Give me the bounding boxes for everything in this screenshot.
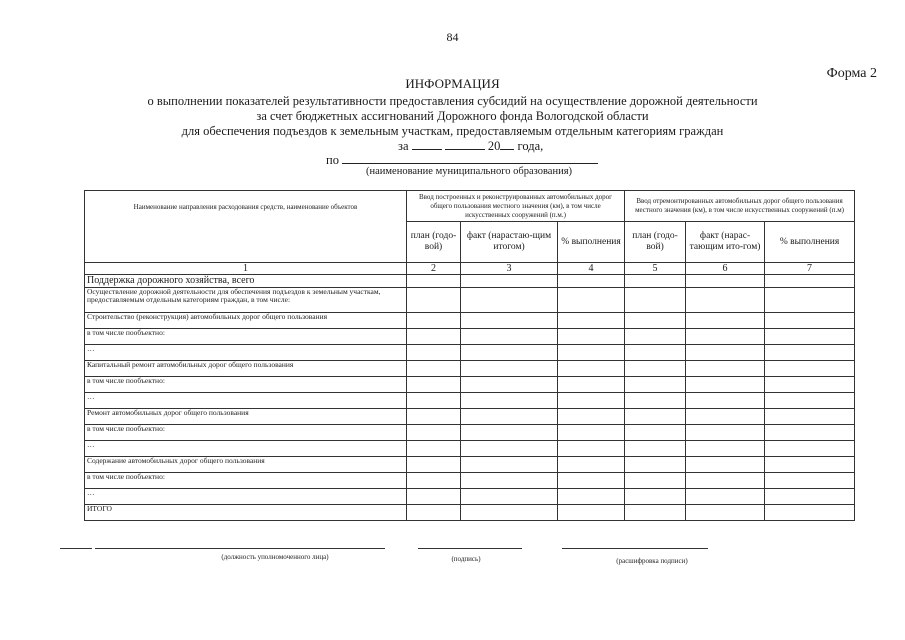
value-cell[interactable] (765, 313, 855, 329)
col-number: 2 (407, 263, 461, 275)
value-cell[interactable] (558, 505, 625, 521)
row-label: … (85, 489, 407, 505)
value-cell[interactable] (558, 473, 625, 489)
value-cell[interactable] (461, 425, 558, 441)
value-cell[interactable] (558, 288, 625, 313)
plan-header-1: план (годо-вой) (407, 222, 461, 263)
position-line[interactable] (95, 548, 385, 549)
value-cell[interactable] (461, 409, 558, 425)
value-cell[interactable] (765, 377, 855, 393)
value-cell[interactable] (558, 377, 625, 393)
column-number-row (85, 263, 855, 275)
table-row (85, 377, 855, 393)
value-cell[interactable] (686, 345, 765, 361)
value-cell[interactable] (765, 288, 855, 313)
value-cell[interactable] (686, 425, 765, 441)
document-title: ИНФОРМАЦИЯ (405, 76, 500, 91)
value-cell[interactable] (686, 377, 765, 393)
value-cell[interactable] (686, 489, 765, 505)
percent-header-2: % выполнения (765, 222, 855, 263)
value-cell[interactable] (765, 329, 855, 345)
municipality-blank[interactable] (342, 152, 598, 164)
row-label: … (85, 393, 407, 409)
decode-line[interactable] (562, 548, 708, 549)
value-cell[interactable] (407, 377, 461, 393)
value-cell[interactable] (765, 275, 855, 288)
value-cell[interactable] (558, 361, 625, 377)
period-month-blank[interactable] (445, 138, 485, 150)
row-label: ИТОГО (85, 505, 407, 521)
table-row (85, 345, 855, 361)
percent-header-1: % выполнения (558, 222, 625, 263)
value-cell[interactable] (686, 473, 765, 489)
row-label: … (85, 441, 407, 457)
value-cell[interactable] (558, 275, 625, 288)
value-cell[interactable] (686, 441, 765, 457)
subtitle-line-2: за счет бюджетных ассигнований Дорожного фонда Вологодской области (256, 109, 649, 123)
signature-line[interactable] (418, 548, 522, 549)
value-cell[interactable] (765, 409, 855, 425)
value-cell[interactable] (765, 361, 855, 377)
value-cell[interactable] (625, 377, 686, 393)
value-cell[interactable] (625, 457, 686, 473)
row-label: Капитальный ремонт автомобильных дорог общего пользования (85, 361, 407, 377)
value-cell[interactable] (765, 345, 855, 361)
value-cell[interactable] (407, 313, 461, 329)
row-label: в том числе пообъектно: (85, 473, 407, 489)
value-cell[interactable] (558, 329, 625, 345)
value-cell[interactable] (625, 489, 686, 505)
table-row (85, 473, 855, 489)
value-cell[interactable] (407, 505, 461, 521)
value-cell[interactable] (765, 505, 855, 521)
group-construction-header: Ввод построенных и реконструированных автомобильных дорог общего пользования местного значения (км), в том числе искусственных сооружений (п.м.) (407, 191, 625, 222)
value-cell[interactable] (407, 329, 461, 345)
row-label: … (85, 345, 407, 361)
value-cell[interactable] (461, 441, 558, 457)
signature-caption: (подпись) (451, 555, 481, 563)
value-cell[interactable] (625, 473, 686, 489)
col-number: 3 (461, 263, 558, 275)
value-cell[interactable] (407, 441, 461, 457)
value-cell[interactable] (625, 441, 686, 457)
value-cell[interactable] (461, 345, 558, 361)
col-number: 4 (558, 263, 625, 275)
value-cell[interactable] (765, 489, 855, 505)
plan-header-2: план (годо-вой) (625, 222, 686, 263)
value-cell[interactable] (686, 393, 765, 409)
value-cell[interactable] (765, 457, 855, 473)
value-cell[interactable] (625, 505, 686, 521)
value-cell[interactable] (625, 288, 686, 313)
col-number: 7 (765, 263, 855, 275)
value-cell[interactable] (625, 313, 686, 329)
value-cell[interactable] (407, 345, 461, 361)
position-caption: (должность уполномоченного лица) (221, 553, 329, 561)
period-year-blank[interactable] (500, 138, 514, 150)
value-cell[interactable] (407, 409, 461, 425)
table-row (85, 288, 855, 313)
value-cell[interactable] (407, 489, 461, 505)
value-cell[interactable] (407, 457, 461, 473)
row-label: в том числе пообъектно: (85, 377, 407, 393)
table-row (85, 489, 855, 505)
value-cell[interactable] (558, 393, 625, 409)
value-cell[interactable] (625, 345, 686, 361)
table-row (85, 441, 855, 457)
row-label: Содержание автомобильных дорог общего пользования (85, 457, 407, 473)
col-name-header: Наименование направления расходования средств, наименование объектов (85, 191, 407, 263)
period-day-blank[interactable] (412, 138, 442, 150)
subtitle-line-3: для обеспечения подъездов к земельным участкам, предоставляемым отдельным категориям граждан (181, 124, 724, 138)
value-cell[interactable] (558, 425, 625, 441)
value-cell[interactable] (686, 329, 765, 345)
value-cell[interactable] (461, 275, 558, 288)
value-cell[interactable] (407, 361, 461, 377)
value-cell[interactable] (765, 441, 855, 457)
value-cell[interactable] (407, 425, 461, 441)
value-cell[interactable] (625, 393, 686, 409)
table-row (85, 425, 855, 441)
value-cell[interactable] (407, 288, 461, 313)
period-year-prefix: 20 (487, 139, 501, 153)
value-cell[interactable] (461, 505, 558, 521)
col-number: 1 (85, 263, 407, 275)
value-cell[interactable] (686, 313, 765, 329)
value-cell[interactable] (686, 457, 765, 473)
value-cell[interactable] (407, 275, 461, 288)
value-cell[interactable] (625, 409, 686, 425)
group-repair-header: Ввод отремонтированных автомобильных дорог общего пользования местного значения (км), в том числе искусственных сооружений (п.м) (625, 191, 855, 222)
row-label: в том числе пообъектно: (85, 425, 407, 441)
value-cell[interactable] (765, 393, 855, 409)
value-cell[interactable] (461, 393, 558, 409)
value-cell[interactable] (686, 361, 765, 377)
value-cell[interactable] (461, 489, 558, 505)
value-cell[interactable] (625, 329, 686, 345)
results-table (84, 190, 855, 521)
value-cell[interactable] (461, 457, 558, 473)
value-cell[interactable] (461, 377, 558, 393)
row-label: Строительство (реконструкция) автомобильных дорог общего пользования (85, 313, 407, 329)
value-cell[interactable] (407, 393, 461, 409)
table-row (85, 505, 855, 521)
table-row (85, 275, 855, 288)
table-row (85, 361, 855, 377)
signature-dash (60, 548, 92, 549)
form-label: Форма 2 (826, 66, 877, 81)
value-cell[interactable] (686, 288, 765, 313)
value-cell[interactable] (461, 329, 558, 345)
row-label: Осуществление дорожной деятельности для обеспечения подъездов к земельным участкам, предоставляемым отдельным категориям граждан, в том числе: (85, 288, 407, 313)
table-row (85, 393, 855, 409)
value-cell[interactable] (686, 505, 765, 521)
value-cell[interactable] (558, 489, 625, 505)
value-cell[interactable] (686, 275, 765, 288)
value-cell[interactable] (558, 345, 625, 361)
row-label: Ремонт автомобильных дорог общего пользования (85, 409, 407, 425)
subtitle-line-1: о выполнении показателей результативности предоставления субсидий на осуществление дорожной деятельности (147, 94, 758, 108)
col-number: 6 (686, 263, 765, 275)
value-cell[interactable] (765, 425, 855, 441)
value-cell[interactable] (558, 409, 625, 425)
value-cell[interactable] (625, 425, 686, 441)
table-row (85, 457, 855, 473)
row-label: Поддержка дорожного хозяйства, всего (85, 275, 407, 288)
fact-header-2: факт (нарас-тающим ито-гом) (686, 222, 765, 263)
page-number: 84 (446, 30, 459, 44)
value-cell[interactable] (461, 361, 558, 377)
row-label: в том числе пообъектно: (85, 329, 407, 345)
value-cell[interactable] (407, 473, 461, 489)
value-cell[interactable] (765, 473, 855, 489)
value-cell[interactable] (558, 457, 625, 473)
table-row (85, 329, 855, 345)
value-cell[interactable] (558, 441, 625, 457)
municipality-caption: (наименование муниципального образования) (366, 166, 573, 177)
value-cell[interactable] (686, 409, 765, 425)
value-cell[interactable] (461, 313, 558, 329)
col-number: 5 (625, 263, 686, 275)
value-cell[interactable] (461, 288, 558, 313)
fact-header-1: факт (нарастаю-щим итогом) (461, 222, 558, 263)
period-suffix: года, (517, 139, 544, 153)
period-prefix: за (398, 139, 409, 153)
table-row (85, 313, 855, 329)
value-cell[interactable] (558, 313, 625, 329)
municipality-prefix: по (326, 153, 339, 167)
decode-caption: (расшифровка подписи) (616, 557, 688, 565)
table-row (85, 409, 855, 425)
value-cell[interactable] (625, 361, 686, 377)
value-cell[interactable] (461, 473, 558, 489)
value-cell[interactable] (625, 275, 686, 288)
